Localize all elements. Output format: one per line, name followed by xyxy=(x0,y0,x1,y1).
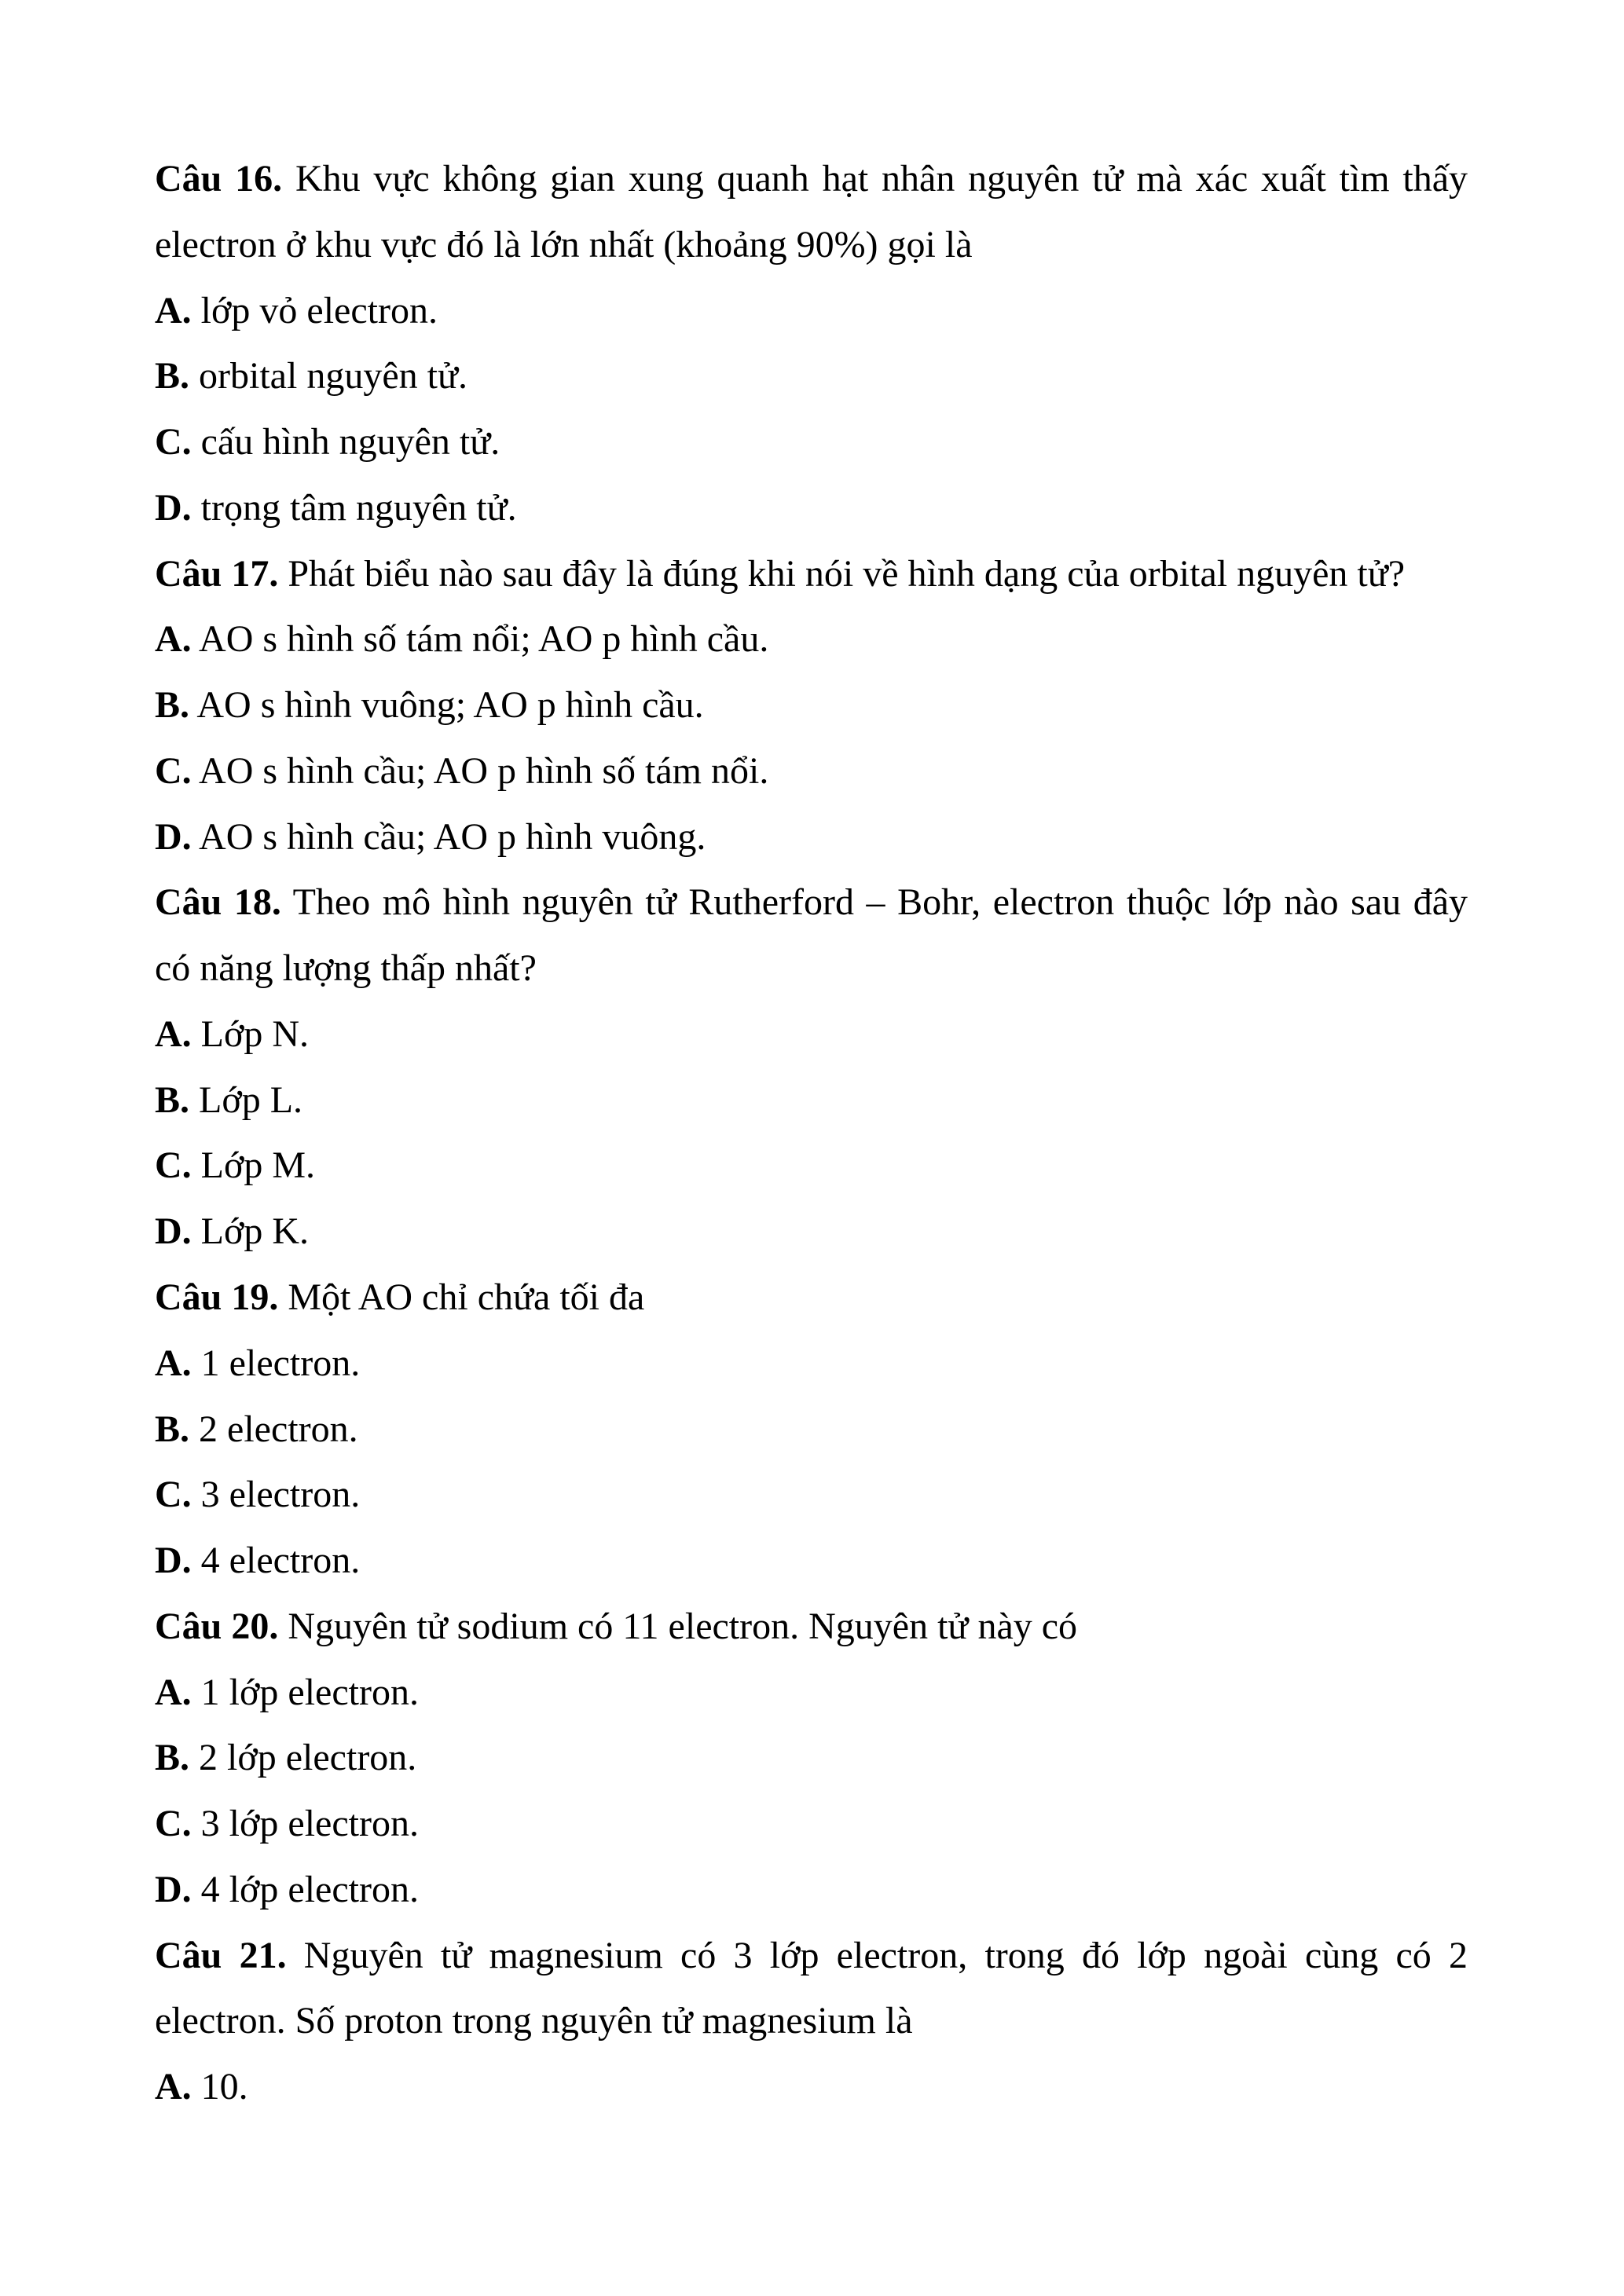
question-18 xyxy=(155,870,1468,1265)
option-text: 4 lớp electron. xyxy=(191,1868,419,1910)
question-text: Nguyên tử magnesium có 3 lớp electron, trong đó lớp ngoài cùng có 2 xyxy=(286,1934,1468,1976)
question-text: Một AO chỉ chứa tối đa xyxy=(278,1276,645,1319)
question-21 xyxy=(155,1923,1468,2120)
question-text: có năng lượng thấp nhất? xyxy=(155,947,537,990)
question-stem-line xyxy=(155,1594,1468,1660)
option-a xyxy=(155,606,1468,672)
option-c xyxy=(155,409,1468,475)
option-text: AO s hình cầu; AO p hình số tám nổi. xyxy=(191,749,769,792)
question-stem-line xyxy=(155,1988,1468,2054)
document-page xyxy=(155,146,1468,2120)
question-stem-line xyxy=(155,1923,1468,1989)
question-17 xyxy=(155,541,1468,870)
question-label: Câu 17. xyxy=(155,552,279,595)
option-a xyxy=(155,1660,1468,1726)
question-stem-line xyxy=(155,1265,1468,1331)
option-c xyxy=(155,1791,1468,1857)
option-text: Lớp M. xyxy=(191,1144,316,1187)
option-text: 1 electron. xyxy=(191,1342,361,1384)
option-letter: A. xyxy=(155,289,192,331)
option-a xyxy=(155,278,1468,344)
option-letter: D. xyxy=(155,1868,192,1910)
question-label: Câu 16. xyxy=(155,158,283,200)
question-stem-line xyxy=(155,212,1468,278)
option-a xyxy=(155,1331,1468,1397)
question-label: Câu 19. xyxy=(155,1276,279,1319)
option-c xyxy=(155,1462,1468,1528)
option-d xyxy=(155,1528,1468,1594)
option-b xyxy=(155,343,1468,409)
option-text: Lớp K. xyxy=(191,1210,310,1253)
option-text: 2 electron. xyxy=(189,1408,358,1450)
question-text: Khu vực không gian xung quanh hạt nhân nguyên tử mà xác xuất tìm thấy xyxy=(282,158,1468,200)
option-text: trọng tâm nguyên tử. xyxy=(191,486,517,529)
option-d xyxy=(155,475,1468,541)
option-text: lớp vỏ electron. xyxy=(191,289,438,331)
option-a xyxy=(155,2054,1468,2120)
option-letter: A. xyxy=(155,1013,192,1055)
option-letter: B. xyxy=(155,1408,190,1450)
option-text: orbital nguyên tử. xyxy=(189,355,467,397)
option-letter: D. xyxy=(155,1210,192,1253)
option-letter: C. xyxy=(155,1803,192,1845)
question-16 xyxy=(155,146,1468,541)
question-text: electron ở khu vực đó là lớn nhất (khoảng 90%) gọi là xyxy=(155,223,973,265)
question-stem-line xyxy=(155,936,1468,1002)
question-stem-line xyxy=(155,146,1468,212)
option-d xyxy=(155,804,1468,870)
question-text: Phát biểu nào sau đây là đúng khi nói về hình dạng của orbital nguyên tử? xyxy=(278,552,1406,595)
option-letter: C. xyxy=(155,749,192,792)
option-a xyxy=(155,1002,1468,1067)
option-letter: C. xyxy=(155,421,192,463)
option-b xyxy=(155,1067,1468,1133)
option-letter: A. xyxy=(155,2066,192,2108)
question-stem-line xyxy=(155,541,1468,607)
question-text: electron. Số proton trong nguyên tử magnesium là xyxy=(155,2000,913,2042)
option-c xyxy=(155,738,1468,804)
option-letter: A. xyxy=(155,1671,192,1713)
question-19 xyxy=(155,1265,1468,1594)
option-b xyxy=(155,1397,1468,1463)
question-label: Câu 20. xyxy=(155,1605,279,1647)
option-d xyxy=(155,1199,1468,1265)
option-d xyxy=(155,1857,1468,1923)
option-text: 1 lớp electron. xyxy=(191,1671,419,1713)
option-b xyxy=(155,672,1468,738)
option-text: 4 electron. xyxy=(191,1540,361,1582)
option-letter: A. xyxy=(155,1342,192,1384)
option-letter: D. xyxy=(155,815,192,858)
option-text: 2 lớp electron. xyxy=(189,1737,417,1779)
option-b xyxy=(155,1725,1468,1791)
question-label: Câu 18. xyxy=(155,881,281,924)
option-letter: C. xyxy=(155,1144,192,1187)
question-text: Nguyên tử sodium có 11 electron. Nguyên tử này có xyxy=(278,1605,1078,1647)
option-text: AO s hình số tám nổi; AO p hình cầu. xyxy=(191,618,769,661)
option-letter: A. xyxy=(155,618,192,661)
question-stem-line xyxy=(155,870,1468,936)
option-text: AO s hình vuông; AO p hình cầu. xyxy=(189,684,704,727)
option-letter: B. xyxy=(155,1737,190,1779)
option-text: cấu hình nguyên tử. xyxy=(191,421,500,463)
option-text: 10. xyxy=(191,2066,248,2108)
question-text: Theo mô hình nguyên tử Rutherford – Bohr, electron thuộc lớp nào sau đây xyxy=(280,881,1468,924)
option-letter: B. xyxy=(155,684,190,727)
question-20 xyxy=(155,1594,1468,1923)
option-text: 3 lớp electron. xyxy=(191,1803,419,1845)
option-letter: D. xyxy=(155,1540,192,1582)
question-label: Câu 21. xyxy=(155,1934,287,1976)
option-letter: C. xyxy=(155,1474,192,1516)
option-letter: B. xyxy=(155,1078,190,1121)
option-letter: D. xyxy=(155,486,192,529)
option-c xyxy=(155,1133,1468,1199)
option-text: Lớp N. xyxy=(191,1013,310,1055)
option-text: Lớp L. xyxy=(189,1078,303,1121)
option-text: 3 electron. xyxy=(191,1474,361,1516)
option-text: AO s hình cầu; AO p hình vuông. xyxy=(191,815,706,858)
option-letter: B. xyxy=(155,355,190,397)
